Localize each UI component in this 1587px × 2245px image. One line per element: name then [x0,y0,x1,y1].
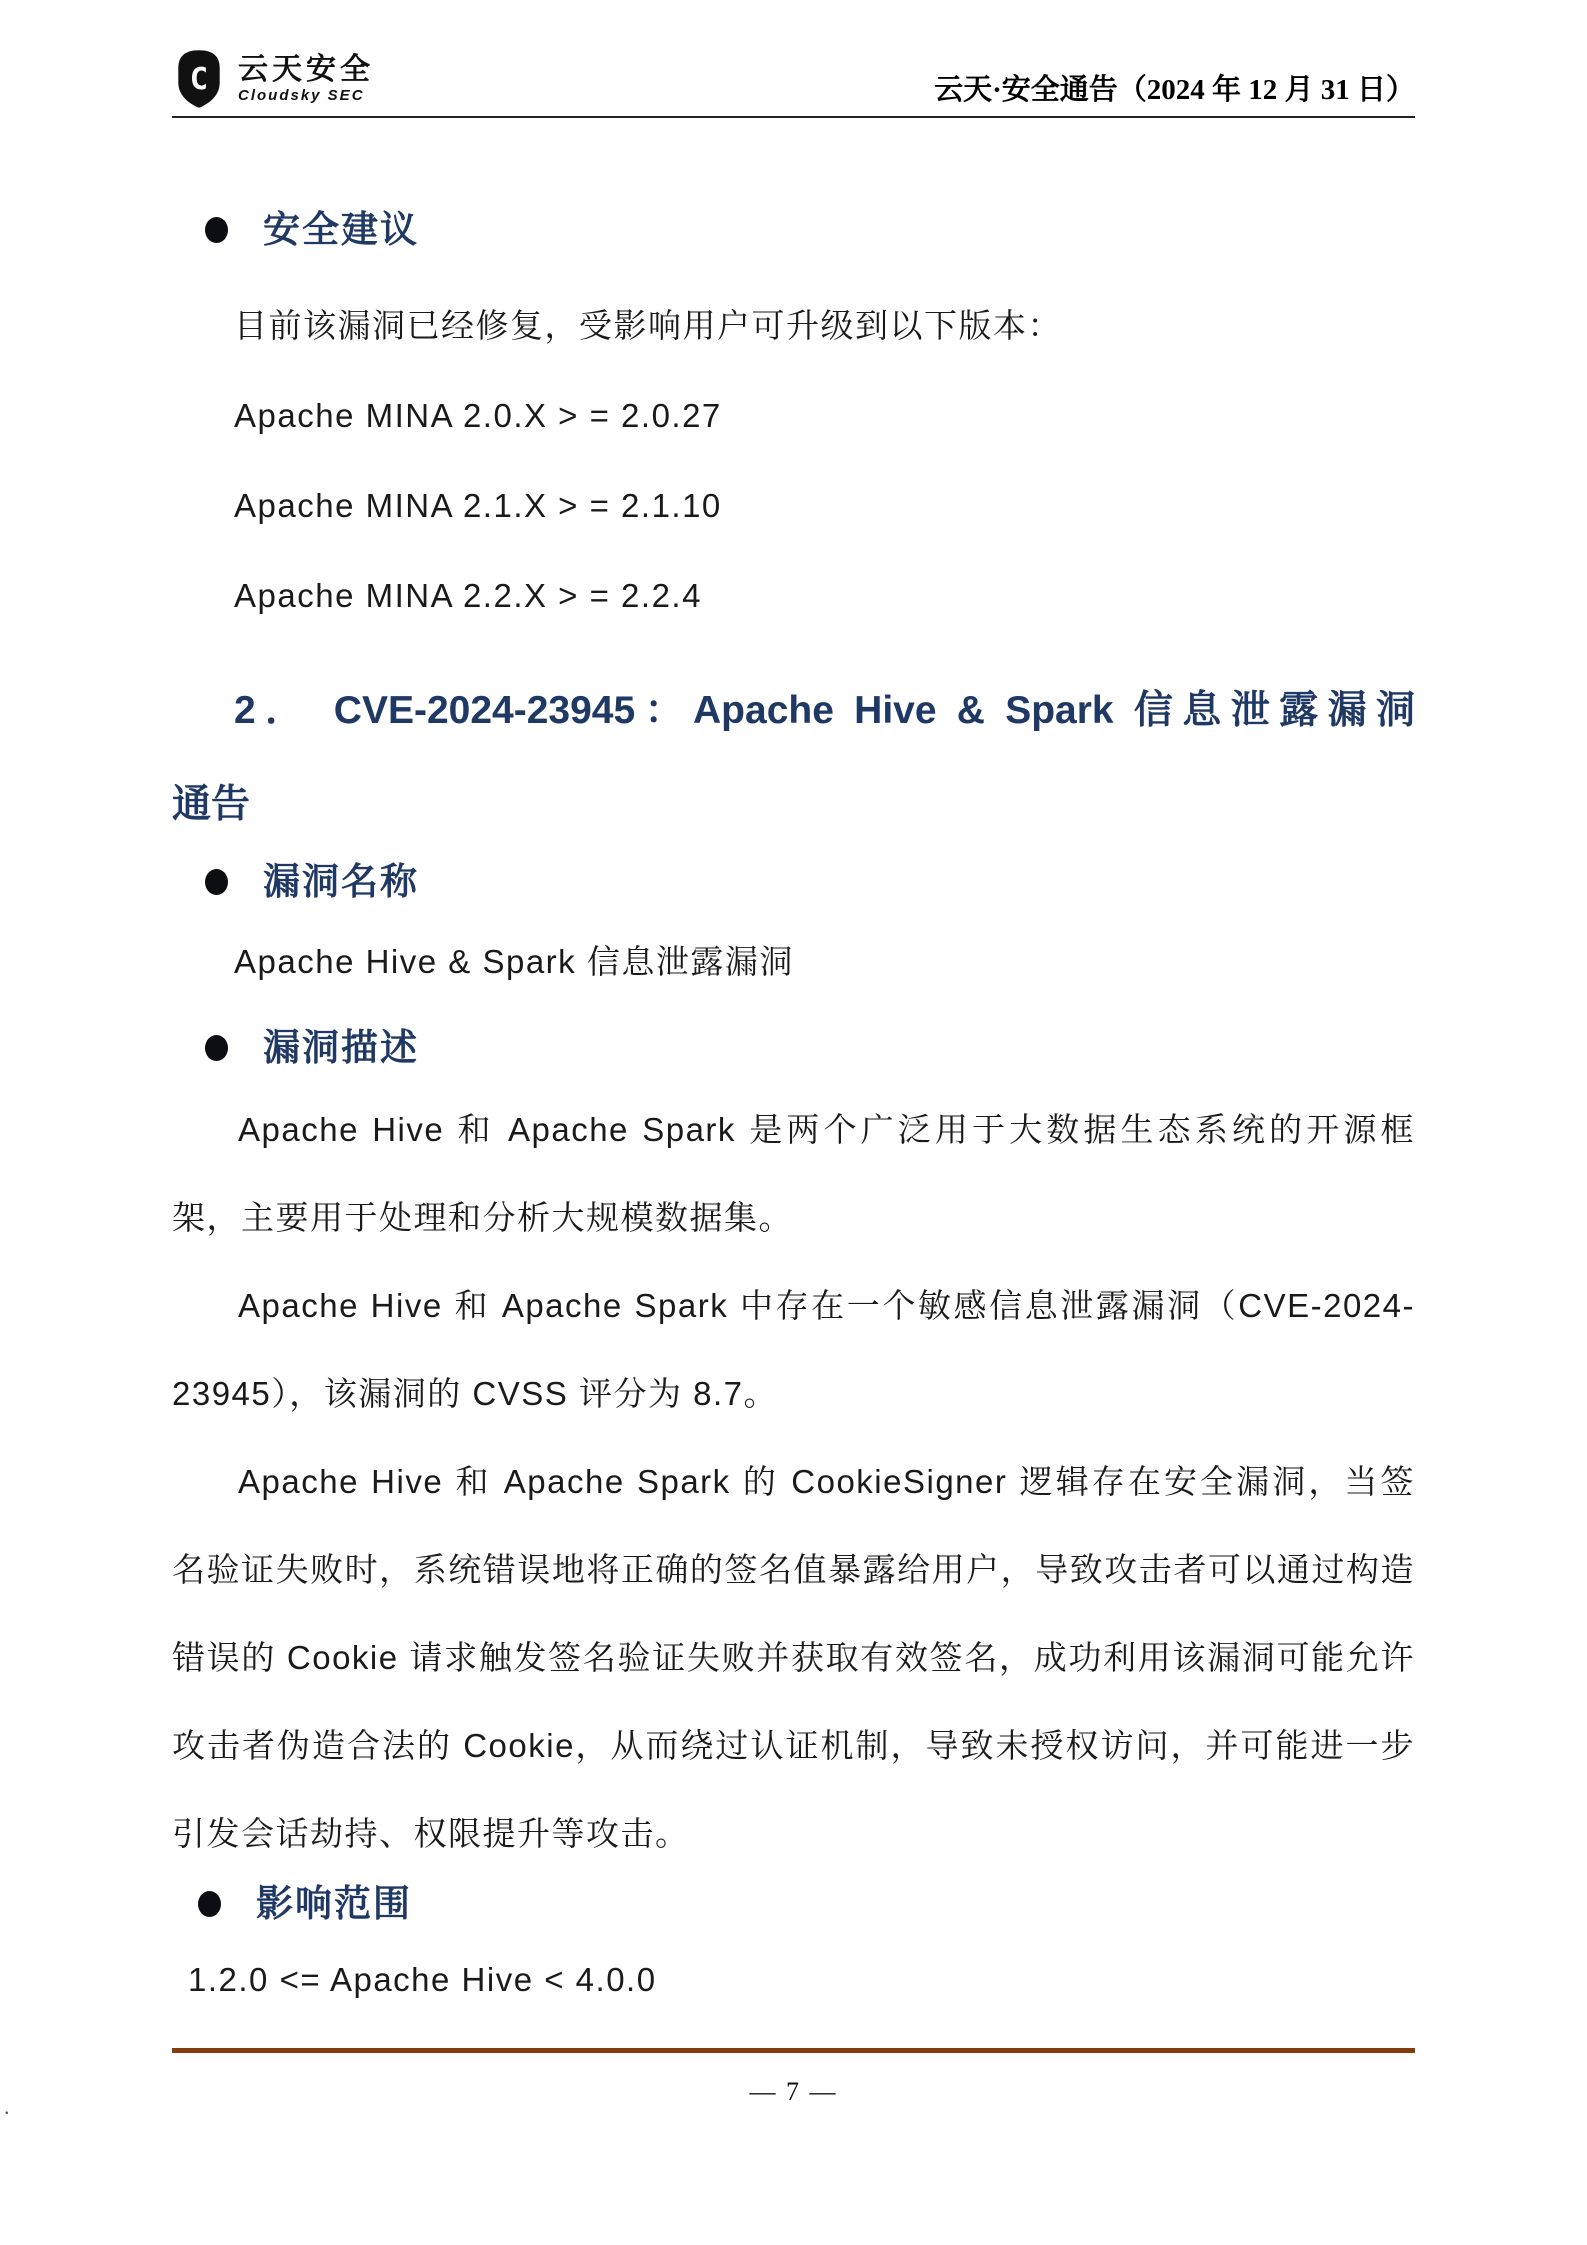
bullet-icon [198,1891,221,1917]
footer-left-mark: . [4,2094,10,2119]
vuln-description-block [172,1086,1415,1878]
section-2-heading-line1: 2． CVE-2024-23945：Apache Hive & Spark 信息泄露漏洞 [234,689,1415,732]
version-line-1: Apache MINA 2.0.X > = 2.0.27 [234,397,722,434]
heading-impact-scope-label: 影响范围 [256,1883,412,1924]
description-paragraph-2: Apache Hive 和 Apache Spark 中存在一个敏感信息泄露漏洞（CVE-2024-23945），该漏洞的 CVSS 评分为 8.7。 [172,1287,1415,1412]
vuln-name-text: Apache Hive & Spark 信息泄露漏洞 [234,943,794,980]
logo-company-name: 云天安全 [238,53,374,86]
cloudsky-logo-shield-icon [172,48,226,110]
heading-security-advice [172,204,1415,256]
footer-divider [172,2048,1415,2053]
heading-vuln-name [172,856,1415,908]
bullet-icon [205,217,228,243]
bullet-icon [205,869,228,895]
page-header [172,0,1415,110]
page-footer [172,2072,1415,2112]
heading-security-advice-label: 安全建议 [263,209,419,250]
svg-text:C: C [189,61,209,97]
impact-range-text: 1.2.0 <= Apache Hive < 4.0.0 [188,1961,657,1998]
logo-company-subname: Cloudsky SEC [238,87,365,104]
section-2-heading-line2: 通告 [172,783,251,826]
heading-vuln-description [172,1022,1415,1074]
paragraph-fix-intro: 目前该漏洞已经修复，受影响用户可升级到以下版本： [234,307,1062,344]
version-line-3: Apache MINA 2.2.X > = 2.2.4 [234,577,702,614]
section-2-heading [172,664,1415,852]
page-number: — 7 — [749,2077,838,2106]
header-divider [172,116,1415,118]
cloudsky-logo [172,48,374,110]
heading-vuln-name-label: 漏洞名称 [263,861,419,902]
bullet-icon [205,1035,228,1061]
heading-vuln-description-label: 漏洞描述 [263,1027,419,1068]
heading-impact-scope [172,1878,1415,1930]
logo-text-block [238,53,374,105]
description-paragraph-3: Apache Hive 和 Apache Spark 的 CookieSigner 逻辑存在安全漏洞，当签名验证失败时，系统错误地将正确的签名值暴露给用户，导致攻击者可以通过构造错误的 Cookie 请求触发签名验证失败并获取有效签名，成功利用该漏洞可能允许攻击者伪造合法的 Cookie，从而绕过认证机制，导致未授权访问，并可能进一步引发会话劫持、权限提升等攻击。 [172,1463,1415,1852]
version-line-2: Apache MINA 2.1.X > = 2.1.10 [234,487,722,524]
document-title: 云天·安全通告（2024 年 12 月 31 日） [934,74,1416,106]
description-paragraph-1: Apache Hive 和 Apache Spark 是两个广泛用于大数据生态系统的开源框架，主要用于处理和分析大规模数据集。 [172,1111,1415,1236]
